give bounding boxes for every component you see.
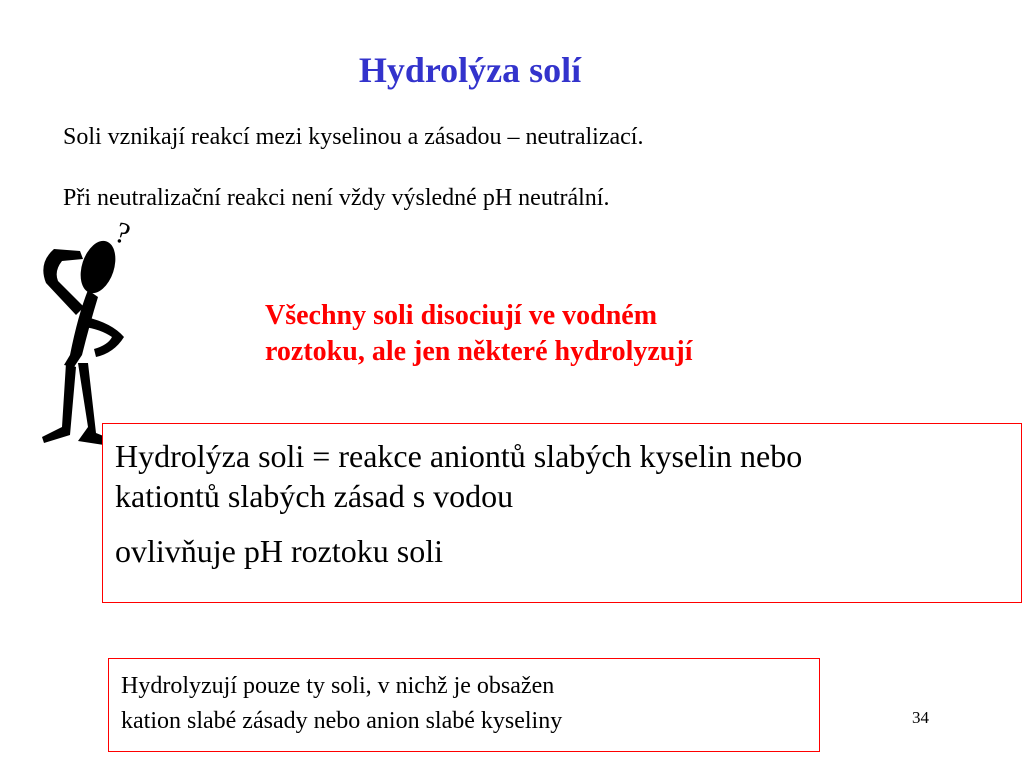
note-box bbox=[108, 658, 820, 752]
highlight-line-2: roztoku, ale jen některé hydrolyzují bbox=[265, 336, 693, 367]
definition-line-1: Hydrolýza soli = reakce aniontů slabých kyselin nebo bbox=[115, 438, 803, 474]
highlight-line-1: Všechny soli disociují ve vodném bbox=[265, 300, 658, 331]
page-number: 34 bbox=[912, 708, 929, 727]
slide-title: Hydrolýza solí bbox=[358, 50, 582, 90]
definition-box bbox=[102, 423, 1022, 603]
question-mark-icon: ? bbox=[111, 215, 134, 252]
intro-line-ph: Při neutralizační reakci není vždy výsledné pH neutrální. bbox=[63, 185, 610, 211]
note-line-2: kation slabé zásady nebo anion slabé kyseliny bbox=[121, 708, 563, 734]
thinking-stick-figure-icon bbox=[28, 205, 148, 450]
definition-line-2: kationtů slabých zásad s vodou bbox=[115, 478, 514, 514]
note-line-1: Hydrolyzují pouze ty soli, v nichž je obsažen bbox=[121, 673, 555, 699]
intro-line-neutralization: Soli vznikají reakcí mezi kyselinou a zásadou – neutralizací. bbox=[63, 124, 644, 150]
definition-effect: ovlivňuje pH roztoku soli bbox=[115, 533, 443, 569]
highlight-statement bbox=[265, 298, 905, 370]
